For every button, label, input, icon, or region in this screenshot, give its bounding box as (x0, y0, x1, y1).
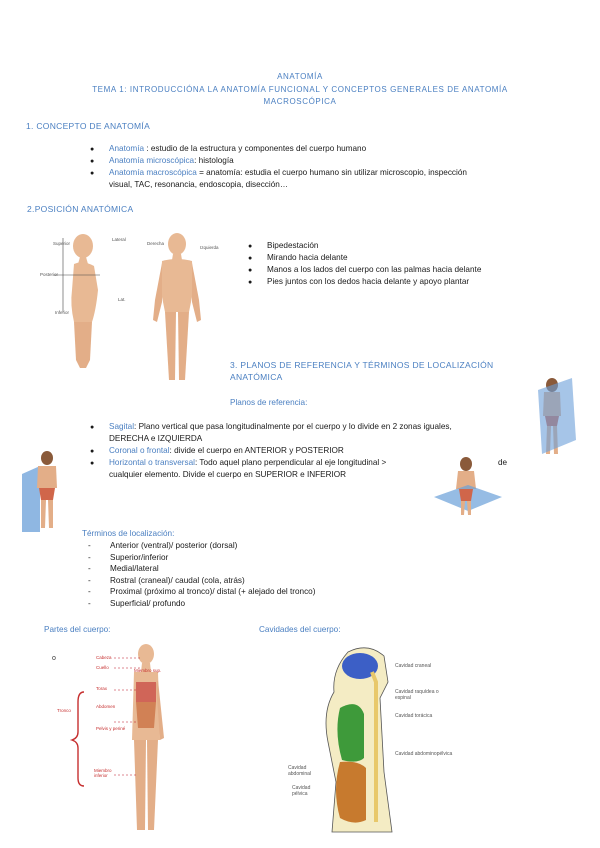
section1-heading: 1. CONCEPTO DE ANATOMÍA (26, 121, 151, 131)
sagittal-plane-figure (530, 376, 582, 458)
planos-label: Planos de referencia: (230, 398, 308, 407)
tag-cavidad-pelvica: Cavidad pélvica (292, 785, 311, 797)
cavidades-label: Cavidades del cuerpo: (259, 625, 341, 634)
terminos-list (88, 540, 315, 610)
s1-item-1: Anatomía : estudio de la estructura y componentes del cuerpo humano (109, 144, 367, 153)
plano-horizontal-cont: cualquier elemento. Divide el cuerpo en SUPERIOR e INFERIOR (109, 470, 347, 479)
plano-horizontal-tail: de (498, 458, 508, 467)
list-item: - Anterior (ventral)/ posterior (dorsal) (88, 540, 315, 552)
tag-cavidad-toracica: Cavidad torácica (395, 713, 433, 719)
list-item: - Superficial/ profundo (88, 598, 315, 610)
plano-sagital: Sagital: Plano vertical que pasa longitudinalmente por el cuerpo y lo divide en 2 zonas iguales, (109, 422, 452, 431)
terminos-label: Términos de localización: (82, 529, 175, 538)
list-item: - Superior/inferior (88, 552, 315, 564)
section3-heading: 3. PLANOS DE REFERENCIA Y TÉRMINOS DE LOCALIZACIÓN (230, 360, 494, 370)
anatomical-position-side-figure (38, 230, 128, 370)
anatomical-position-front-figure (135, 230, 220, 390)
tag-cuello: Cuello (96, 665, 109, 670)
tag-cavidad-abdominopelvica: Cavidad abdominopélvica (395, 751, 453, 757)
s2-item-4: Pies juntos con los dedos hacia delante y apoyo plantar (267, 277, 470, 286)
s1-item-3-cont: visual, TAC, resonancia, endoscopia, disección… (109, 180, 289, 189)
tag-abdomen: Abdomen (96, 704, 116, 709)
page-subtitle-line2: MACROSCÓPICA (263, 97, 337, 106)
tag-miembro-inf: Miembro inferior (94, 768, 112, 778)
tag-torax: Torax (96, 686, 108, 691)
plano-sagital-cont: DERECHA e IZQUIERDA (109, 434, 203, 443)
tag-cabeza: Cabeza (96, 655, 112, 660)
partes-label: Partes del cuerpo: (44, 625, 111, 634)
s2-item-3: Manos a los lados del cuerpo con las palmas hacia delante (267, 265, 482, 274)
s1-item-2: Anatomía microscópica: histología (109, 156, 234, 165)
s1-item-3: Anatomía macroscópica = anatomía: estudia el cuerpo humano sin utilizar microscopio, inspección (109, 168, 467, 177)
tag-cavidad-craneal: Cavidad craneal (395, 663, 432, 669)
tag-cavidad-raquidea: Cavidad raquídea o espinal (395, 689, 439, 701)
s2-item-1: Bipedestación (267, 241, 319, 250)
tag-tronco: Tronco (57, 708, 71, 713)
s2-item-2: Mirando hacia delante (267, 253, 348, 262)
horizontal-plane-figure (432, 455, 504, 517)
section2-heading: 2.POSICIÓN ANATÓMICA (27, 204, 134, 214)
svg-text:o: o (52, 655, 56, 662)
tag-miembro-sup: Miembro sup. (134, 668, 162, 673)
body-cavities-figure (318, 642, 398, 842)
tag-cavidad-abdominal: Cavidad abdominal (288, 765, 312, 777)
section3-heading-line2: ANATÓMICA (230, 372, 283, 382)
coronal-plane-figure (18, 448, 70, 533)
list-item: - Medial/lateral (88, 563, 315, 575)
page-subtitle: TEMA 1: INTRODUCCIÓNA LA ANATOMÍA FUNCIONAL Y CONCEPTOS GENERALES DE ANATOMÍA (92, 85, 508, 94)
tag-pelvis: Pelvis y periné (96, 726, 126, 731)
plano-coronal: Coronal o frontal: divide el cuerpo en ANTERIOR y POSTERIOR (109, 446, 344, 455)
list-item: - Rostral (craneal)/ caudal (cola, atrás) (88, 575, 315, 587)
list-item: - Proximal (próximo al tronco)/ distal (+ alejado del tronco) (88, 586, 315, 598)
plano-horizontal: Horizontal o transversal: Todo aquel plano perpendicular al eje longitudinal > (109, 458, 387, 467)
page-title: ANATOMÍA (277, 72, 323, 81)
